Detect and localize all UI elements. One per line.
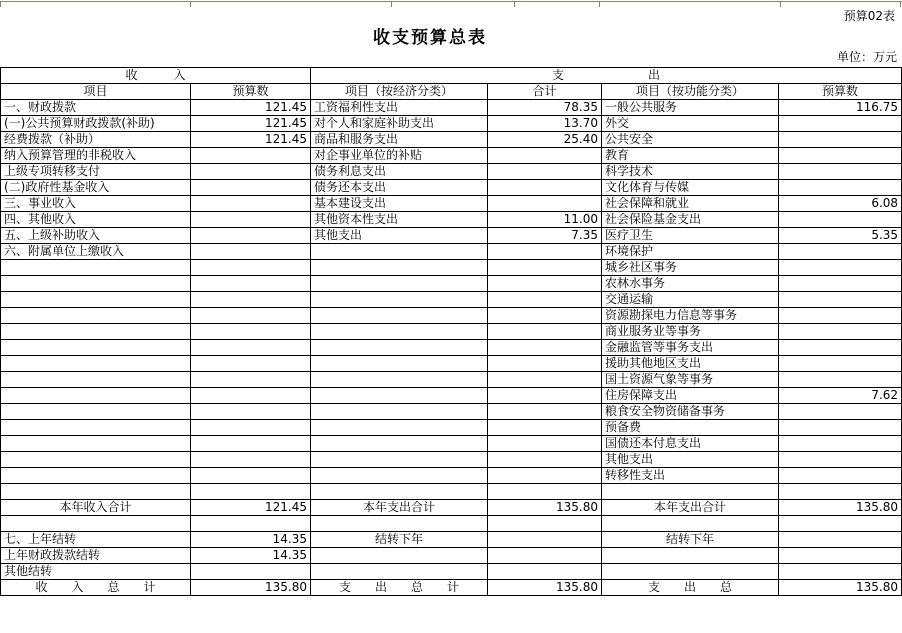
table-row — [1, 564, 902, 580]
income-value-cell — [191, 452, 311, 468]
income-value-cell — [191, 356, 311, 372]
table-row — [1, 308, 902, 324]
table-row — [1, 580, 902, 596]
func-value-cell — [779, 340, 902, 356]
income-value-cell — [191, 468, 311, 484]
income-value-cell — [191, 436, 311, 452]
func-value-cell — [779, 420, 902, 436]
econ-value-cell — [488, 260, 602, 276]
econ-item-cell: 其他支出 — [311, 228, 488, 244]
income-value-cell — [191, 372, 311, 388]
col-header-econ-total: 合计 — [488, 84, 602, 100]
income-item-cell: 四、其他收入 — [1, 212, 191, 228]
income-item-cell — [1, 324, 191, 340]
econ-value-cell — [488, 324, 602, 340]
table-row — [1, 164, 902, 180]
table-row — [1, 324, 902, 340]
econ-value-cell — [488, 436, 602, 452]
income-group-header: 收 入 — [1, 68, 311, 84]
table-row — [1, 452, 902, 468]
econ-item-cell — [311, 420, 488, 436]
econ-value-cell — [488, 532, 602, 548]
func-value-cell — [779, 212, 902, 228]
func-item-cell: 农林水事务 — [602, 276, 779, 292]
income-item-cell — [1, 388, 191, 404]
func-value-cell — [779, 532, 902, 548]
econ-value-cell: 78.35 — [488, 100, 602, 116]
income-value-cell — [191, 324, 311, 340]
econ-value-cell — [488, 180, 602, 196]
econ-value-cell: 11.00 — [488, 212, 602, 228]
table-row — [1, 420, 902, 436]
table-row — [1, 404, 902, 420]
income-value-cell — [191, 420, 311, 436]
econ-item-cell — [311, 484, 488, 500]
income-item-cell — [1, 516, 191, 532]
econ-value-cell — [488, 356, 602, 372]
econ-item-cell — [311, 356, 488, 372]
econ-item-cell: 本年支出合计 — [311, 500, 488, 516]
income-item-cell — [1, 484, 191, 500]
econ-item-cell: 工资福利性支出 — [311, 100, 488, 116]
func-value-cell — [779, 356, 902, 372]
table-row — [1, 196, 902, 212]
func-item-cell: 本年支出合计 — [602, 500, 779, 516]
income-value-cell — [191, 164, 311, 180]
econ-value-cell — [488, 308, 602, 324]
table-row — [1, 436, 902, 452]
econ-value-cell: 13.70 — [488, 116, 602, 132]
income-item-cell — [1, 452, 191, 468]
econ-item-cell: 对企事业单位的补贴 — [311, 148, 488, 164]
income-item-cell: 一、财政拨款 — [1, 100, 191, 116]
func-item-cell: 商业服务业等事务 — [602, 324, 779, 340]
table-row — [1, 228, 902, 244]
expense-group-header: 支 出 — [311, 68, 902, 84]
func-value-cell: 116.75 — [779, 100, 902, 116]
table-row — [1, 356, 902, 372]
func-item-cell: 国债还本付息支出 — [602, 436, 779, 452]
table-row — [1, 516, 902, 532]
income-item-cell — [1, 404, 191, 420]
econ-item-cell — [311, 516, 488, 532]
func-item-cell — [602, 564, 779, 580]
income-item-cell: 七、上年结转 — [1, 532, 191, 548]
func-item-cell: 结转下年 — [602, 532, 779, 548]
table-row — [1, 292, 902, 308]
econ-item-cell: 对个人和家庭补助支出 — [311, 116, 488, 132]
income-value-cell: 121.45 — [191, 116, 311, 132]
income-value-cell: 14.35 — [191, 532, 311, 548]
grid-tick — [391, 1, 392, 7]
econ-item-cell — [311, 260, 488, 276]
income-value-cell — [191, 292, 311, 308]
income-item-cell — [1, 308, 191, 324]
func-value-cell: 7.62 — [779, 388, 902, 404]
econ-value-cell: 135.80 — [488, 500, 602, 516]
func-item-cell — [602, 516, 779, 532]
econ-value-cell — [488, 388, 602, 404]
income-value-cell — [191, 228, 311, 244]
econ-item-cell: 商品和服务支出 — [311, 132, 488, 148]
func-value-cell — [779, 564, 902, 580]
econ-value-cell — [488, 484, 602, 500]
income-item-cell: 纳入预算管理的非税收入 — [1, 148, 191, 164]
func-item-cell: 金融监管等事务支出 — [602, 340, 779, 356]
econ-value-cell — [488, 292, 602, 308]
col-header-econ-item: 项目（按经济分类） — [311, 84, 488, 100]
func-value-cell: 135.80 — [779, 500, 902, 516]
table-row — [1, 484, 902, 500]
table-row — [1, 132, 902, 148]
col-header-func-budget: 预算数 — [779, 84, 902, 100]
table-row — [1, 388, 902, 404]
econ-item-cell — [311, 452, 488, 468]
func-item-cell: 其他支出 — [602, 452, 779, 468]
func-item-cell: 科学技术 — [602, 164, 779, 180]
table-row — [1, 500, 902, 516]
econ-item-cell: 债务还本支出 — [311, 180, 488, 196]
income-item-cell — [1, 260, 191, 276]
func-item-cell: 公共安全 — [602, 132, 779, 148]
func-item-cell: 资源勘探电力信息等事务 — [602, 308, 779, 324]
income-value-cell: 14.35 — [191, 548, 311, 564]
income-value-cell — [191, 484, 311, 500]
econ-item-cell — [311, 308, 488, 324]
income-value-cell — [191, 308, 311, 324]
income-value-cell: 121.45 — [191, 132, 311, 148]
spreadsheet-grid-remnant-line — [0, 1, 902, 2]
budget-table — [0, 67, 902, 596]
income-item-cell — [1, 468, 191, 484]
func-item-cell: 社会保障和就业 — [602, 196, 779, 212]
econ-item-cell: 基本建设支出 — [311, 196, 488, 212]
func-item-cell: 援助其他地区支出 — [602, 356, 779, 372]
income-item-cell — [1, 340, 191, 356]
page-title: 收支预算总表 — [373, 28, 487, 48]
table-row — [1, 244, 902, 260]
table-row — [1, 148, 902, 164]
income-item-cell — [1, 292, 191, 308]
income-value-cell: 121.45 — [191, 500, 311, 516]
budget-table-body — [1, 100, 902, 596]
func-value-cell — [779, 148, 902, 164]
func-item-cell: 转移性支出 — [602, 468, 779, 484]
econ-value-cell — [488, 148, 602, 164]
income-item-cell — [1, 372, 191, 388]
econ-value-cell — [488, 196, 602, 212]
func-item-cell: 医疗卫生 — [602, 228, 779, 244]
func-item-cell: 文化体育与传媒 — [602, 180, 779, 196]
func-value-cell — [779, 436, 902, 452]
func-value-cell — [779, 324, 902, 340]
func-value-cell — [779, 308, 902, 324]
func-value-cell — [779, 404, 902, 420]
func-value-cell: 5.35 — [779, 228, 902, 244]
func-value-cell: 135.80 — [779, 580, 902, 596]
income-value-cell — [191, 388, 311, 404]
func-value-cell — [779, 164, 902, 180]
income-value-cell — [191, 276, 311, 292]
func-item-cell: 住房保障支出 — [602, 388, 779, 404]
func-value-cell — [779, 484, 902, 500]
grid-tick — [514, 1, 515, 7]
econ-value-cell — [488, 372, 602, 388]
econ-value-cell — [488, 244, 602, 260]
table-header-group-row — [1, 68, 902, 84]
func-item-cell — [602, 548, 779, 564]
table-row — [1, 212, 902, 228]
income-value-cell — [191, 260, 311, 276]
income-value-cell — [191, 244, 311, 260]
income-value-cell — [191, 212, 311, 228]
unit-label: 单位：万元 — [836, 50, 897, 64]
table-row — [1, 116, 902, 132]
func-item-cell: 一般公共服务 — [602, 100, 779, 116]
econ-value-cell — [488, 516, 602, 532]
table-row — [1, 100, 902, 116]
table-row — [1, 340, 902, 356]
econ-item-cell — [311, 564, 488, 580]
econ-item-cell — [311, 340, 488, 356]
func-item-cell — [602, 484, 779, 500]
func-value-cell — [779, 468, 902, 484]
form-number-label: 预算02表 — [843, 9, 895, 23]
income-value-cell: 121.45 — [191, 100, 311, 116]
table-row — [1, 548, 902, 564]
col-header-income-item: 项目 — [1, 84, 191, 100]
grid-tick — [780, 1, 781, 7]
econ-value-cell — [488, 468, 602, 484]
econ-item-cell — [311, 404, 488, 420]
income-value-cell — [191, 180, 311, 196]
econ-item-cell — [311, 324, 488, 340]
func-item-cell: 教育 — [602, 148, 779, 164]
econ-value-cell — [488, 420, 602, 436]
func-value-cell — [779, 180, 902, 196]
func-item-cell: 预备费 — [602, 420, 779, 436]
grid-tick — [190, 1, 191, 7]
econ-value-cell — [488, 452, 602, 468]
income-value-cell — [191, 404, 311, 420]
income-item-cell: 其他结转 — [1, 564, 191, 580]
econ-item-cell — [311, 276, 488, 292]
income-value-cell — [191, 148, 311, 164]
econ-item-cell — [311, 292, 488, 308]
func-value-cell — [779, 132, 902, 148]
table-row — [1, 372, 902, 388]
func-item-cell: 环境保护 — [602, 244, 779, 260]
econ-value-cell — [488, 564, 602, 580]
income-item-cell — [1, 436, 191, 452]
econ-item-cell — [311, 436, 488, 452]
func-value-cell — [779, 516, 902, 532]
income-item-cell: (二)政府性基金收入 — [1, 180, 191, 196]
econ-value-cell — [488, 276, 602, 292]
func-item-cell: 国土资源气象等事务 — [602, 372, 779, 388]
econ-item-cell — [311, 468, 488, 484]
income-item-cell: 上年财政拨款结转 — [1, 548, 191, 564]
econ-item-cell: 债务利息支出 — [311, 164, 488, 180]
econ-item-cell — [311, 548, 488, 564]
func-value-cell — [779, 548, 902, 564]
func-item-cell: 外交 — [602, 116, 779, 132]
econ-item-cell — [311, 372, 488, 388]
func-value-cell — [779, 244, 902, 260]
col-header-income-budget: 预算数 — [191, 84, 311, 100]
income-item-cell: 上级专项转移支付 — [1, 164, 191, 180]
func-value-cell: 6.08 — [779, 196, 902, 212]
econ-item-cell: 支 出 总 计 — [311, 580, 488, 596]
income-item-cell: (一)公共预算财政拨款(补助) — [1, 116, 191, 132]
func-item-cell: 粮食安全物资储备事务 — [602, 404, 779, 420]
econ-value-cell — [488, 404, 602, 420]
func-item-cell: 支 出 总 — [602, 580, 779, 596]
econ-item-cell: 结转下年 — [311, 532, 488, 548]
grid-tick — [599, 1, 600, 7]
func-value-cell — [779, 452, 902, 468]
econ-value-cell: 25.40 — [488, 132, 602, 148]
func-value-cell — [779, 276, 902, 292]
econ-item-cell — [311, 388, 488, 404]
table-row — [1, 532, 902, 548]
econ-value-cell — [488, 340, 602, 356]
func-value-cell — [779, 116, 902, 132]
income-item-cell — [1, 356, 191, 372]
income-item-cell: 收 入 总 计 — [1, 580, 191, 596]
func-item-cell: 城乡社区事务 — [602, 260, 779, 276]
table-row — [1, 180, 902, 196]
income-value-cell — [191, 340, 311, 356]
econ-value-cell — [488, 548, 602, 564]
income-value-cell — [191, 516, 311, 532]
econ-value-cell: 135.80 — [488, 580, 602, 596]
income-value-cell: 135.80 — [191, 580, 311, 596]
table-row — [1, 468, 902, 484]
econ-value-cell: 7.35 — [488, 228, 602, 244]
table-row — [1, 260, 902, 276]
income-item-cell: 六、附属单位上缴收入 — [1, 244, 191, 260]
econ-item-cell: 其他资本性支出 — [311, 212, 488, 228]
econ-value-cell — [488, 164, 602, 180]
grid-tick — [900, 1, 901, 7]
income-item-cell: 本年收入合计 — [1, 500, 191, 516]
func-value-cell — [779, 260, 902, 276]
col-header-func-item: 项目（按功能分类） — [602, 84, 779, 100]
table-row — [1, 276, 902, 292]
income-value-cell — [191, 564, 311, 580]
func-item-cell: 社会保险基金支出 — [602, 212, 779, 228]
income-item-cell: 三、事业收入 — [1, 196, 191, 212]
income-item-cell — [1, 276, 191, 292]
func-item-cell: 交通运输 — [602, 292, 779, 308]
grid-tick — [0, 1, 1, 7]
table-header-columns-row — [1, 84, 902, 100]
econ-item-cell — [311, 244, 488, 260]
func-value-cell — [779, 292, 902, 308]
income-item-cell — [1, 420, 191, 436]
func-value-cell — [779, 372, 902, 388]
income-item-cell: 五、上级补助收入 — [1, 228, 191, 244]
income-item-cell: 经费拨款（补助） — [1, 132, 191, 148]
income-value-cell — [191, 196, 311, 212]
